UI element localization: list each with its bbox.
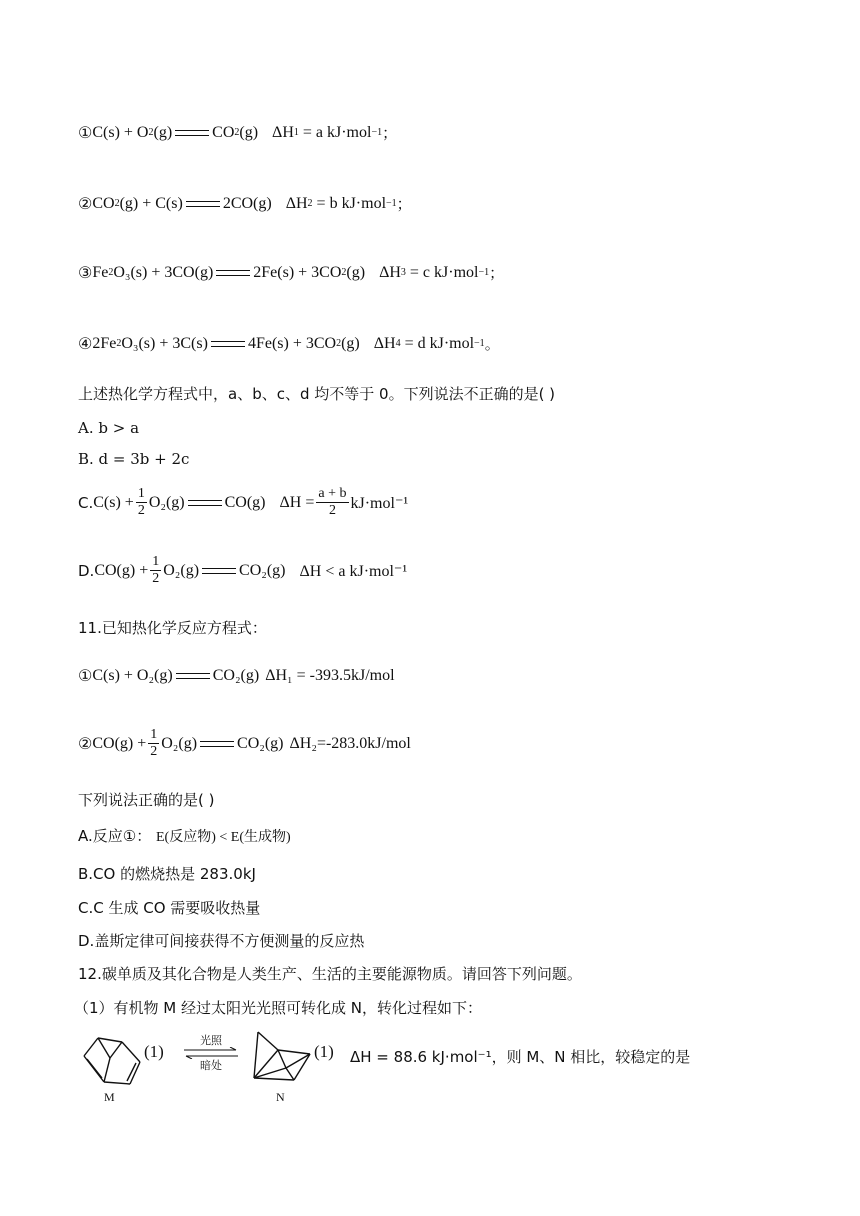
- eq-sub: 2: [234, 127, 240, 138]
- eq-sub: 3: [400, 267, 406, 278]
- molecule-m-tag: (1): [144, 1042, 164, 1061]
- eq-rhs: CO₂(g): [239, 561, 286, 579]
- arrow-label-top: 光照: [200, 1034, 222, 1047]
- delta-h: ΔH₂=-283.0kJ/mol: [289, 734, 411, 752]
- eq-rhs-tail: (g): [346, 263, 366, 281]
- eq-mid: O₂(g): [163, 561, 200, 579]
- delta-h: ΔH =: [279, 493, 315, 511]
- eq-lhs: CO(g) +: [92, 734, 147, 752]
- intro-equation-1: [78, 122, 397, 143]
- eq-mid: O₂(g): [161, 734, 198, 752]
- q10-stem: 上述热化学方程式中，a、b、c、d 均不等于 0。下列说法不正确的是( ): [78, 385, 556, 403]
- eq-lhs: CO(g) +: [94, 561, 149, 579]
- eq-rhs: CO: [212, 123, 235, 141]
- fraction: [148, 727, 159, 760]
- eq-sub: 2: [341, 267, 347, 278]
- delta-h: ΔH: [373, 334, 396, 352]
- eq-end: 。: [484, 335, 500, 353]
- eq-rhs-tail: (g): [239, 123, 259, 141]
- eq-lhs: C(s) + O₂(g): [92, 667, 173, 684]
- q10-option-a: A. b > a: [78, 419, 140, 437]
- q11-option-a: [78, 826, 291, 848]
- option-a-label: A.反应①：: [78, 827, 152, 845]
- eq-rhs: 2CO(g): [222, 194, 272, 212]
- molecule-n-structure: [248, 1028, 318, 1090]
- delta-h-value: = a kJ·mol: [302, 123, 372, 141]
- equals-double-line: [176, 673, 210, 679]
- fraction-denominator: 2: [328, 503, 336, 518]
- intro-equation-2: [78, 193, 412, 214]
- eq-mid: O₂(g): [148, 493, 185, 511]
- eq-rhs: CO₂(g): [212, 667, 260, 684]
- eq-sub: 2: [108, 267, 114, 278]
- eq-lhs: 2Fe: [92, 334, 117, 352]
- eq-number: ②: [78, 195, 93, 213]
- delta-h: ΔH: [272, 123, 294, 141]
- delta-h-value: = d kJ·mol: [404, 334, 475, 352]
- fraction: [136, 486, 147, 519]
- eq-lhs-tail: O₃(s) + 3CO(g): [113, 263, 214, 281]
- fraction-numerator: a + b: [318, 486, 347, 501]
- option-prefix: C.: [78, 493, 94, 512]
- delta-h: ΔH₁ = -393.5kJ/mol: [265, 667, 395, 684]
- q10-option-d: [78, 554, 407, 587]
- equals-double-line: [216, 270, 250, 276]
- eq-lhs: C(s) + O: [92, 123, 149, 141]
- eq-number: ①: [78, 124, 93, 142]
- eq-sup: −1: [386, 198, 397, 209]
- equilibrium-arrow-icon: [182, 1047, 240, 1059]
- delta-h-value: = b kJ·mol: [316, 194, 387, 212]
- fraction-numerator: 1: [150, 727, 158, 742]
- eq-sup: −1: [371, 127, 383, 138]
- eq-number: ③: [78, 264, 93, 282]
- q11-option-d: D.盖斯定律可间接获得不方便测量的反应热: [78, 932, 365, 950]
- equals-double-line: [175, 130, 209, 136]
- molecule-m-label: M: [104, 1090, 115, 1104]
- scheme-delta-h-text: ΔH = 88.6 kJ·mol⁻¹，则 M、N 相比，较稳定的是: [350, 1048, 691, 1066]
- reaction-scheme: [78, 1028, 778, 1108]
- eq-sub: 2: [116, 338, 122, 349]
- eq-lhs: Fe: [92, 263, 109, 281]
- eq-number: ①: [78, 668, 93, 685]
- eq-end: ；: [396, 195, 412, 213]
- fraction-denominator: 2: [137, 503, 145, 518]
- eq-sub: 2: [114, 198, 120, 209]
- eq-sub: 1: [293, 127, 299, 138]
- eq-sub: 4: [395, 338, 401, 349]
- delta-h-value: = c kJ·mol: [409, 263, 479, 281]
- eq-sup: −1: [478, 267, 490, 278]
- equals-double-line: [200, 741, 234, 747]
- eq-rhs: CO(g): [224, 493, 266, 511]
- intro-equation-3: [78, 262, 504, 283]
- q10-option-b: B. d = 3b + 2c: [78, 450, 190, 468]
- eq-rhs: 4Fe(s) + 3CO: [247, 334, 337, 352]
- eq-sup: −1: [474, 338, 485, 349]
- q12-title: 12.碳单质及其化合物是人类生产、生活的主要能源物质。请回答下列问题。: [78, 965, 582, 983]
- eq-sub: 2: [307, 198, 313, 209]
- q11-option-b: B.CO 的燃烧热是 283.0kJ: [78, 865, 256, 883]
- q11-title: 11.已知热化学反应方程式：: [78, 619, 267, 637]
- equals-double-line: [211, 341, 245, 347]
- q11-equation-2: [78, 727, 411, 760]
- eq-number: ④: [78, 335, 93, 353]
- fraction-numerator: 1: [152, 554, 160, 569]
- delta-h: ΔH: [285, 194, 308, 212]
- equilibrium-arrows: [182, 1034, 240, 1072]
- molecule-n-label: N: [276, 1090, 285, 1104]
- q10-option-c: [78, 486, 408, 519]
- eq-number: ②: [78, 735, 93, 753]
- q11-equation-1: [78, 666, 395, 686]
- eq-lhs-tail: (g): [153, 123, 173, 141]
- unit: kJ·mol⁻¹: [350, 494, 409, 512]
- eq-rhs: 2Fe(s) + 3CO: [253, 263, 342, 281]
- eq-end: ；: [489, 264, 505, 282]
- fraction-numerator: 1: [137, 486, 145, 501]
- equals-double-line: [188, 500, 222, 506]
- arrow-label-bottom: 暗处: [200, 1059, 222, 1072]
- eq-rhs: CO₂(g): [237, 734, 284, 752]
- option-a-expression: E(反应物) < E(生成物): [156, 830, 291, 845]
- equals-double-line: [186, 201, 220, 207]
- fraction-denominator: 2: [152, 571, 160, 586]
- delta-h: ΔH: [379, 263, 401, 281]
- eq-rhs-tail: (g): [341, 334, 360, 352]
- fraction: [316, 486, 348, 519]
- molecule-m-structure: [78, 1028, 148, 1090]
- eq-lhs-tail: O₃(s) + 3C(s): [121, 334, 208, 352]
- q12-subquestion-1: （1）有机物 M 经过太阳光光照可转化成 N，转化过程如下：: [74, 999, 483, 1017]
- intro-equation-4: [78, 333, 500, 354]
- eq-lhs: C(s) +: [93, 493, 134, 511]
- q11-option-c: C.C 生成 CO 需要吸收热量: [78, 899, 261, 917]
- eq-lhs: CO: [92, 194, 115, 212]
- fraction: [150, 554, 161, 587]
- delta-h: ΔH < a kJ·mol⁻¹: [299, 562, 408, 580]
- eq-end: ；: [382, 124, 398, 142]
- equals-double-line: [202, 568, 236, 574]
- eq-lhs-tail: (g) + C(s): [119, 194, 183, 212]
- q11-stem: 下列说法正确的是( ): [78, 791, 215, 809]
- fraction-denominator: 2: [150, 744, 158, 759]
- eq-sub: 2: [148, 127, 154, 138]
- molecule-n-tag: (1): [314, 1042, 334, 1061]
- option-prefix: D.: [78, 561, 95, 580]
- eq-sub: 2: [336, 338, 342, 349]
